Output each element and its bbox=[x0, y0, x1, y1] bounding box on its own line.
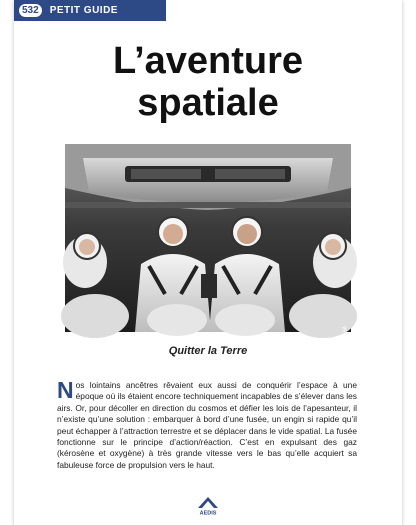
intro-paragraph bbox=[57, 377, 357, 471]
series-name: PETIT GUIDE bbox=[49, 5, 118, 16]
title-line-2: spatiale bbox=[137, 82, 279, 124]
intro-text: os lointains ancêtres rêvaient eux aussi de conquérir l’espace à une époque où ils étaient encore techniquement incapables de s’élever dans les airs. Or, pour décoller en direction du cosmos et défier les lois de l’apesanteur, il n’existe qu’une solution : embarquer à bord d’une fusée, un engin si rapide qu’il peut échapper à l’attraction terrestre et se déplacer dans le vide spatial. La fusée fonctionne sur le principe d’action/réaction. C’est en expulsant des gaz (kérosène et oxygène) à très grande vitesse vers le bas qu’elle acquiert sa fabuleuse force de propulsion vers le haut. bbox=[57, 380, 357, 470]
publisher-logo-text: AEDIS bbox=[199, 510, 217, 517]
title-line-1: L’aventure bbox=[112, 40, 304, 82]
photo-credit: © NASA bbox=[343, 326, 349, 345]
series-number: 532 bbox=[19, 4, 42, 17]
photo-caption: Quitter la Terre bbox=[168, 345, 248, 357]
cover-title bbox=[14, 40, 402, 124]
cover-photo bbox=[65, 144, 351, 345]
astronauts-capsule-illustration bbox=[65, 144, 351, 332]
series-banner bbox=[14, 0, 166, 21]
drop-cap: N bbox=[57, 377, 74, 403]
publisher-logo bbox=[197, 496, 219, 516]
book-cover bbox=[14, 0, 402, 525]
